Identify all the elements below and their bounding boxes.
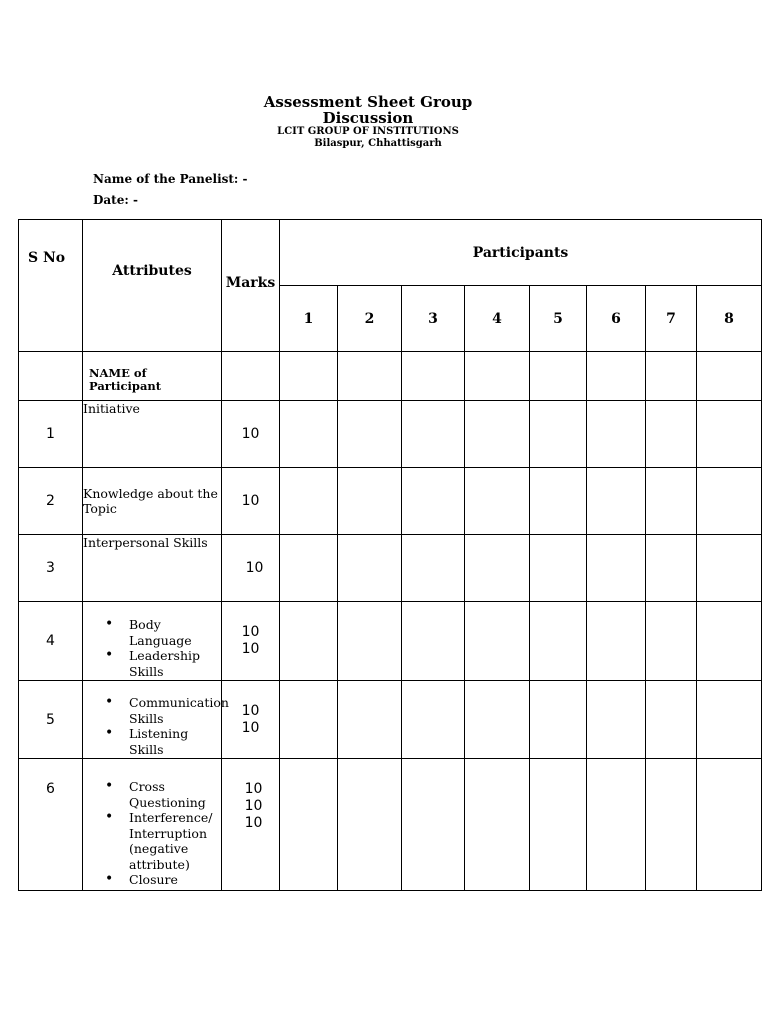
score-cell[interactable] (587, 468, 646, 535)
participant-name-cell[interactable] (587, 352, 646, 401)
header-marks: Marks (222, 220, 280, 352)
score-cell[interactable] (338, 468, 402, 535)
participant-number: 6 (587, 286, 646, 352)
score-cell[interactable] (646, 602, 697, 681)
score-cell[interactable] (646, 535, 697, 602)
mark-value: 10 (244, 815, 263, 831)
score-cell[interactable] (402, 535, 465, 602)
score-cell[interactable] (338, 681, 402, 759)
score-cell[interactable] (530, 401, 587, 468)
row-sno: 2 (19, 468, 83, 535)
participant-number: 7 (646, 286, 697, 352)
participant-name-cell[interactable] (530, 352, 587, 401)
title-line-2: Discussion (322, 109, 414, 127)
bullet-item: • Cross Questioning (83, 779, 221, 810)
score-cell[interactable] (338, 759, 402, 891)
score-cell[interactable] (402, 401, 465, 468)
score-cell[interactable] (697, 535, 762, 602)
score-cell[interactable] (338, 602, 402, 681)
participant-number: 4 (465, 286, 530, 352)
row-attribute-list (83, 602, 222, 681)
score-cell[interactable] (280, 759, 338, 891)
name-row-marks (222, 352, 280, 401)
score-cell[interactable] (530, 468, 587, 535)
score-cell[interactable] (697, 468, 762, 535)
score-cell[interactable] (587, 681, 646, 759)
mark-value: 10 (241, 624, 260, 640)
score-cell[interactable] (465, 759, 530, 891)
row-marks: 10 (222, 535, 280, 602)
score-cell[interactable] (280, 401, 338, 468)
score-cell[interactable] (587, 602, 646, 681)
score-cell[interactable] (697, 681, 762, 759)
mark-value: 10 (241, 702, 260, 719)
score-cell[interactable] (646, 401, 697, 468)
header-sno: S No (19, 220, 83, 352)
mark-value: 10 (244, 798, 263, 814)
score-cell[interactable] (587, 535, 646, 602)
title-line-1: Assessment Sheet Group (263, 93, 473, 111)
score-cell[interactable] (646, 759, 697, 891)
participant-number: 5 (530, 286, 587, 352)
table-row (19, 535, 762, 602)
participant-name-cell[interactable] (465, 352, 530, 401)
participant-name-cell[interactable] (402, 352, 465, 401)
participant-name-cell[interactable] (697, 352, 762, 401)
document-title (220, 94, 516, 126)
mark-value: 10 (244, 781, 263, 797)
bullet-item: • Interference/ Interruption (negative attribute) (83, 810, 221, 872)
score-cell[interactable] (465, 602, 530, 681)
assessment-table (18, 219, 762, 891)
score-cell[interactable] (280, 602, 338, 681)
participant-name-cell[interactable] (280, 352, 338, 401)
score-cell[interactable] (587, 401, 646, 468)
row-attribute: Interpersonal Skills (83, 535, 222, 602)
score-cell[interactable] (465, 401, 530, 468)
table-row (19, 759, 762, 891)
row-marks (222, 602, 280, 681)
organization-location: Bilaspur, Chhattisgarh (314, 138, 442, 149)
bullet-item: • Closure (83, 872, 221, 888)
table-row (19, 468, 762, 535)
row-attribute-list (83, 759, 222, 891)
row-marks: 10 (222, 468, 280, 535)
participant-number: 8 (697, 286, 762, 352)
row-sno: 1 (19, 401, 83, 468)
score-cell[interactable] (697, 759, 762, 891)
row-sno: 3 (19, 535, 83, 602)
name-row-sno (19, 352, 83, 401)
bullet-item: • Body Language (83, 617, 221, 648)
score-cell[interactable] (530, 681, 587, 759)
score-cell[interactable] (280, 468, 338, 535)
row-attribute: Initiative (83, 401, 222, 468)
row-sno: 5 (19, 681, 83, 759)
row-sno: 6 (19, 759, 83, 891)
score-cell[interactable] (465, 468, 530, 535)
score-cell[interactable] (530, 602, 587, 681)
panelist-field: Name of the Panelist: - (93, 172, 248, 186)
participant-number: 2 (338, 286, 402, 352)
score-cell[interactable] (646, 681, 697, 759)
date-field: Date: - (93, 193, 138, 207)
row-attribute-list (83, 681, 229, 759)
participant-name-cell[interactable] (646, 352, 697, 401)
row-sno: 4 (19, 602, 83, 681)
score-cell[interactable] (530, 535, 587, 602)
score-cell[interactable] (530, 759, 587, 891)
header-attributes: Attributes (83, 220, 222, 352)
row-marks (222, 681, 280, 759)
row-marks (222, 759, 280, 891)
name-row-label: NAME of Participant (83, 352, 222, 401)
score-cell[interactable] (402, 468, 465, 535)
bullet-item: • Communication Skills (83, 695, 221, 726)
score-cell[interactable] (587, 759, 646, 891)
table-row (19, 681, 762, 759)
score-cell[interactable] (697, 602, 762, 681)
score-cell[interactable] (465, 535, 530, 602)
score-cell[interactable] (646, 468, 697, 535)
score-cell[interactable] (697, 401, 762, 468)
score-cell[interactable] (280, 535, 338, 602)
header-participants: Participants (280, 220, 762, 286)
bullet-item: • Listening Skills (83, 726, 221, 757)
mark-value: 10 (241, 641, 260, 657)
participant-number: 1 (280, 286, 338, 352)
table-row (19, 602, 762, 681)
score-cell[interactable] (280, 681, 338, 759)
score-cell[interactable] (402, 602, 465, 681)
bullet-item: • Leadership Skills (83, 648, 221, 679)
participant-number: 3 (402, 286, 465, 352)
score-cell[interactable] (402, 681, 465, 759)
participant-name-cell[interactable] (338, 352, 402, 401)
row-attribute: Knowledge about the Topic (83, 468, 222, 535)
score-cell[interactable] (465, 681, 530, 759)
row-marks: 10 (222, 401, 280, 468)
organization-name: LCIT GROUP OF INSTITUTIONS (277, 126, 459, 137)
mark-value: 10 (241, 719, 260, 736)
score-cell[interactable] (338, 535, 402, 602)
score-cell[interactable] (402, 759, 465, 891)
score-cell[interactable] (338, 401, 402, 468)
table-row (19, 401, 762, 468)
